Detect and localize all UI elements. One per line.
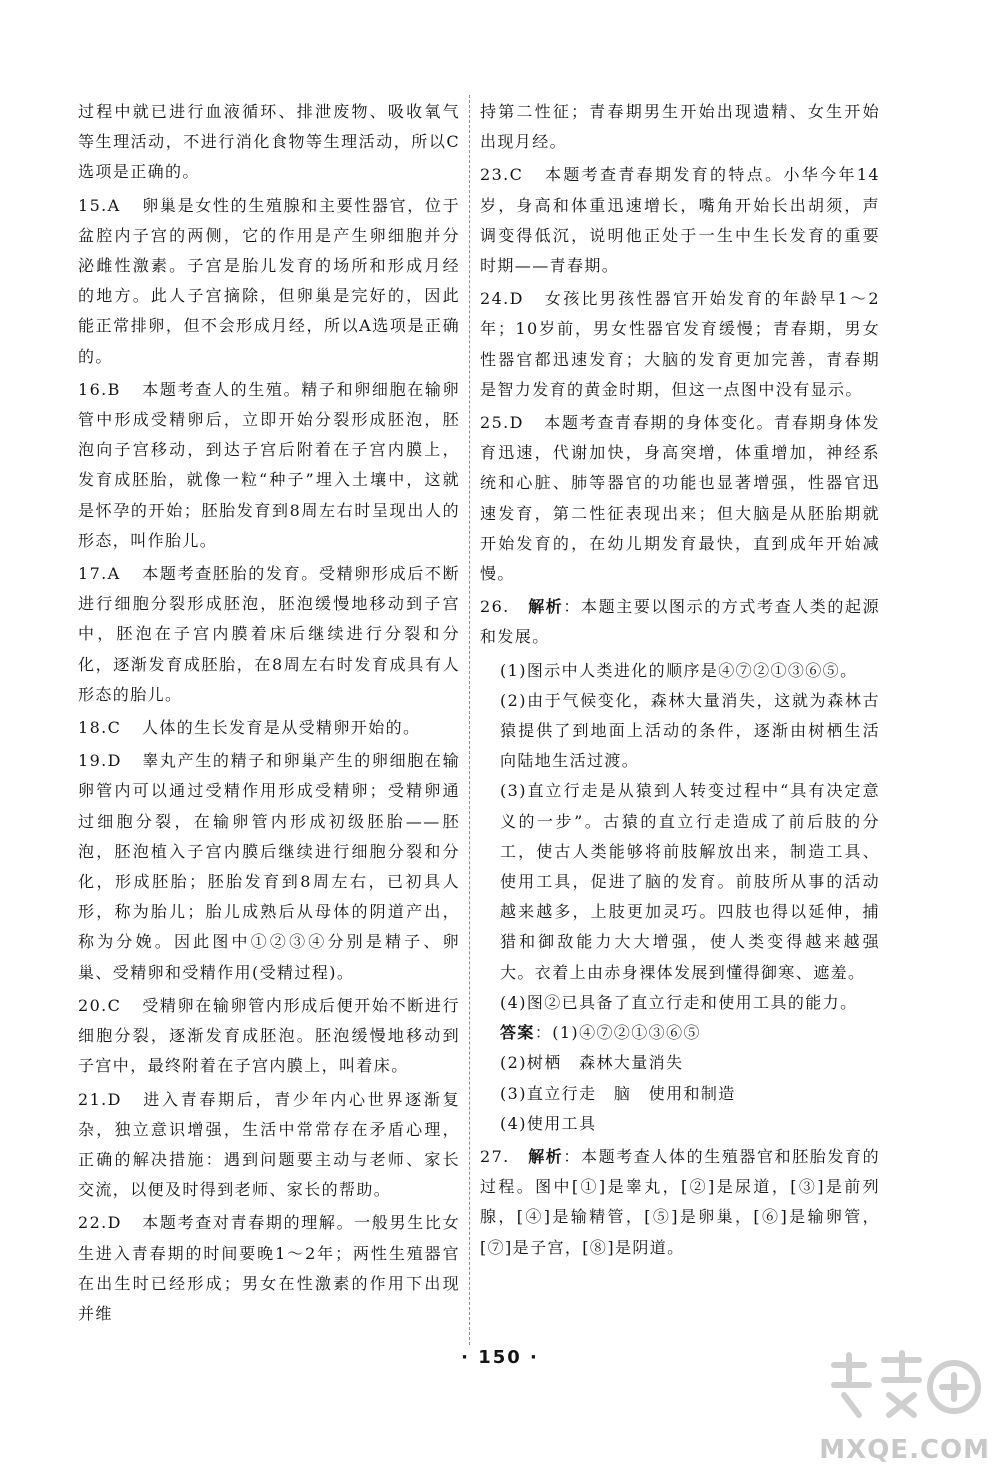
left-question-22 (78, 1208, 460, 1329)
question-number: 17. (78, 564, 108, 584)
right-question-25 (480, 408, 880, 589)
question-number-and-answer (78, 1208, 142, 1238)
answer-letter: B (107, 379, 121, 399)
q26-label: 解析 (528, 597, 564, 617)
question-number-and-answer (480, 408, 544, 438)
right-question-23 (480, 160, 880, 281)
right-column (480, 97, 880, 1266)
question-number: 15. (78, 195, 108, 215)
right-intro-paragraph (480, 97, 880, 157)
question-number: 16. (78, 379, 108, 399)
left-question-17 (78, 559, 460, 710)
question-number-and-answer (480, 160, 544, 190)
question-body (78, 559, 460, 710)
explanation-text: 人体的生长发育是从受精卵开始的。 (142, 718, 421, 738)
watermark (820, 1345, 990, 1465)
question-number: 23. (480, 165, 510, 185)
answer-letter: A (107, 564, 121, 584)
question-number: 25. (480, 413, 510, 433)
explanation-text: 进入青春期后，青少年内心世界逐渐复杂，独立意识增强，生活中常常存在矛盾心理，正确的解决措施：遇到问题要主动与老师、家长交流，以便及时得到老师、家长的帮助。 (78, 1089, 460, 1200)
left-item-list (78, 191, 460, 1330)
left-column (78, 97, 460, 1332)
left-question-18 (78, 713, 460, 743)
question-body (480, 160, 880, 281)
q26-sub-4: (4)图②已具备了直立行走和使用工具的能力。 (500, 992, 858, 1012)
page-number: · 150 · (461, 1347, 539, 1368)
answer-letter: C (107, 718, 122, 738)
question-number: 18. (78, 718, 108, 738)
q26-answer-4: (4)使用工具 (500, 1113, 597, 1133)
explanation-text: 本题考查青春期的身体变化。青春期身体发育迅速，代谢加快，身高突增，体重增加，神经系统和心脏、肺等器官的功能也显著增强，性器官迅速发育，第二性征表现出来；但大脑是从胚胎期就开始发育的，在幼儿期发育最快，直到成年开始减慢。 (480, 413, 880, 584)
watermark-text: MXQE.COM (819, 1435, 990, 1465)
q26-answer-3: (3)直立行走 脑 使用和制造 (500, 1083, 736, 1103)
question-body (78, 991, 460, 1082)
question-body (480, 408, 880, 589)
question-body (78, 1085, 460, 1206)
q26-answer-label: 答案 (500, 1023, 535, 1043)
explanation-text: 本题考查青春期发育的特点。小华今年14岁，身高和体重迅速增长，嘴角开始长出胡须，声调变得低沉，说明他正处于一生中生长发育的重要时期——青春期。 (480, 165, 880, 276)
left-intro-text: 过程中就已进行血液循环、排泄废物、吸收氧气等生理活动，不进行消化食物等生理活动，所以C选项是正确的。 (78, 102, 460, 182)
left-intro-paragraph (78, 97, 460, 188)
answer-letter: D (509, 413, 524, 433)
explanation-text: 本题考查人的生殖。精子和卵细胞在输卵管中形成受精卵后，立即开始分裂形成胚泡，胚泡向子宫移动，到达子宫后附着在子宫内膜上，发育成胚胎，就像一粒“种子”埋入土壤中，这就是怀孕的开始；胚胎发育到8周左右时呈现出人的形态，叫作胎儿。 (78, 379, 460, 550)
q27-label: 解析 (528, 1146, 564, 1166)
right-question-24 (480, 284, 880, 405)
question-number-and-answer (78, 375, 142, 405)
q26-text: ：本题主要以图示的方式考查人类的起源和发展。 (480, 597, 880, 647)
q26-body (480, 592, 880, 652)
q26-number: 26. (480, 597, 510, 617)
right-intro-text: 持第二性征；青春期男生开始出现遗精、女生开始出现月经。 (480, 102, 880, 152)
explanation-text: 卵巢是女性的生殖腺和主要性器官，位于盆腔内子宫的两侧，它的作用是产生卵细胞并分泌雌性激素。子宫是胎儿发育的场所和形成月经的地方。此人子宫摘除，但卵巢是完好的，因此能正常排卵，但不会形成月经，所以A选项是正确的。 (78, 195, 460, 366)
left-question-20 (78, 991, 460, 1082)
answer-letter: C (509, 165, 524, 185)
left-question-21 (78, 1085, 460, 1206)
question-number-and-answer (78, 991, 142, 1021)
question-body (78, 191, 460, 372)
answer-letter: D (107, 751, 122, 771)
answer-letter: D (509, 289, 524, 309)
question-number-and-answer (78, 191, 142, 221)
left-question-16 (78, 375, 460, 556)
question-body (78, 375, 460, 556)
column-divider (469, 95, 470, 1345)
question-number: 20. (78, 995, 108, 1015)
watermark-logo-icon (824, 1345, 984, 1425)
q26-sub-3: (3)直立行走是从猿到人转变过程中“具有决定意义的一步”。古猿的直立行走造成了前后肢的分工，使古人类能够将前肢解放出来，制造工具、使用工具，促进了脑的发育。前肢所从事的活动越来越多，上肢更加灵巧。四肢也得以延伸，捕猎和御敌能力大大增强，使人类变得越来越强大。衣着上由赤身裸体发展到懂得御寒、遮羞。 (500, 781, 880, 982)
question-number: 24. (480, 289, 510, 309)
question-body (78, 1208, 460, 1329)
q26-answer-line-1 (480, 1018, 880, 1048)
right-item-list (480, 160, 880, 589)
question-body (480, 284, 880, 405)
q27-body (480, 1142, 880, 1263)
explanation-text: 本题考查对青春期的理解。一般男生比女生进入青春期的时间要晚1～2年；两性生殖器官在出生时已经形成；男女在性激素的作用下出现并维 (78, 1213, 460, 1323)
answer-letter: A (107, 195, 121, 215)
left-question-19 (78, 746, 460, 988)
question-number: 21. (78, 1089, 108, 1109)
answer-letter: D (107, 1213, 122, 1233)
question-body (78, 746, 460, 988)
explanation-text: 睾丸产生的精子和卵巢产生的卵细胞在输卵管内可以通过受精作用形成受精卵；受精卵通过细胞分裂，在输卵管内形成初级胚胎——胚泡，胚泡植入子宫内膜后继续进行细胞分裂和分化，形成胚胎；胚胎发育到8周左右，已初具人形，称为胎儿；胎儿成熟后从母体的阴道产出，称为分娩。因此图中①②③④分别是精子、卵巢、受精卵和受精作用(受精过程)。 (78, 751, 460, 982)
question-number: 22. (78, 1213, 108, 1233)
answer-letter: D (107, 1089, 122, 1109)
question-27 (480, 1142, 880, 1263)
question-number: 19. (78, 751, 108, 771)
q27-number: 27. (480, 1146, 510, 1166)
question-number-and-answer (78, 559, 142, 589)
q26-sub-1: (1)图示中人类进化的顺序是④⑦②①③⑥⑤。 (500, 660, 858, 680)
q26-sub-2: (2)由于气候变化，森林大量消失，这就为森林古猿提供了到地面上活动的条件，逐渐由树栖生活向陆地生活过渡。 (500, 690, 880, 771)
left-question-15 (78, 191, 460, 372)
q26-answer-2: (2)树栖 森林大量消失 (500, 1053, 684, 1073)
explanation-text: 受精卵在输卵管内形成后便开始不断进行细胞分裂，逐渐发育成胚泡。胚泡缓慢地移动到子宫中，最终附着在子宫内膜上，叫着床。 (78, 995, 460, 1076)
q26-answer-1: ：(1)④⑦②①③⑥⑤ (534, 1023, 701, 1043)
explanation-text: 本题考查胚胎的发育。受精卵形成后不断进行细胞分裂形成胚泡，胚泡缓慢地移动到子宫中，胚泡在子宫内膜着床后继续进行分裂和分化，逐渐发育成胚胎，在8周左右时发育成具有人形态的胎儿。 (78, 564, 460, 704)
question-number-and-answer (78, 1085, 142, 1115)
question-26 (480, 592, 880, 652)
question-number-and-answer (480, 284, 544, 314)
q27-text: ：本题考查人体的生殖器官和胚胎发育的过程。图中[①]是睾丸，[②]是尿道，[③]是前列腺，[④]是输精管，[⑤]是卵巢，[⑥]是输卵管，[⑦]是子宫，[⑧]是阴道。 (480, 1146, 880, 1257)
question-number-and-answer (78, 746, 142, 776)
answer-letter: C (107, 995, 122, 1015)
explanation-text: 女孩比男孩性器官开始发育的年龄早1～2年；10岁前，男女性器官发育缓慢；青春期，男女性器官都迅速发育；大脑的发育更加完善，青春期是智力发育的黄金时期，但这一点图中没有显示。 (480, 289, 880, 399)
question-number-and-answer (78, 713, 142, 743)
question-body (78, 713, 460, 743)
